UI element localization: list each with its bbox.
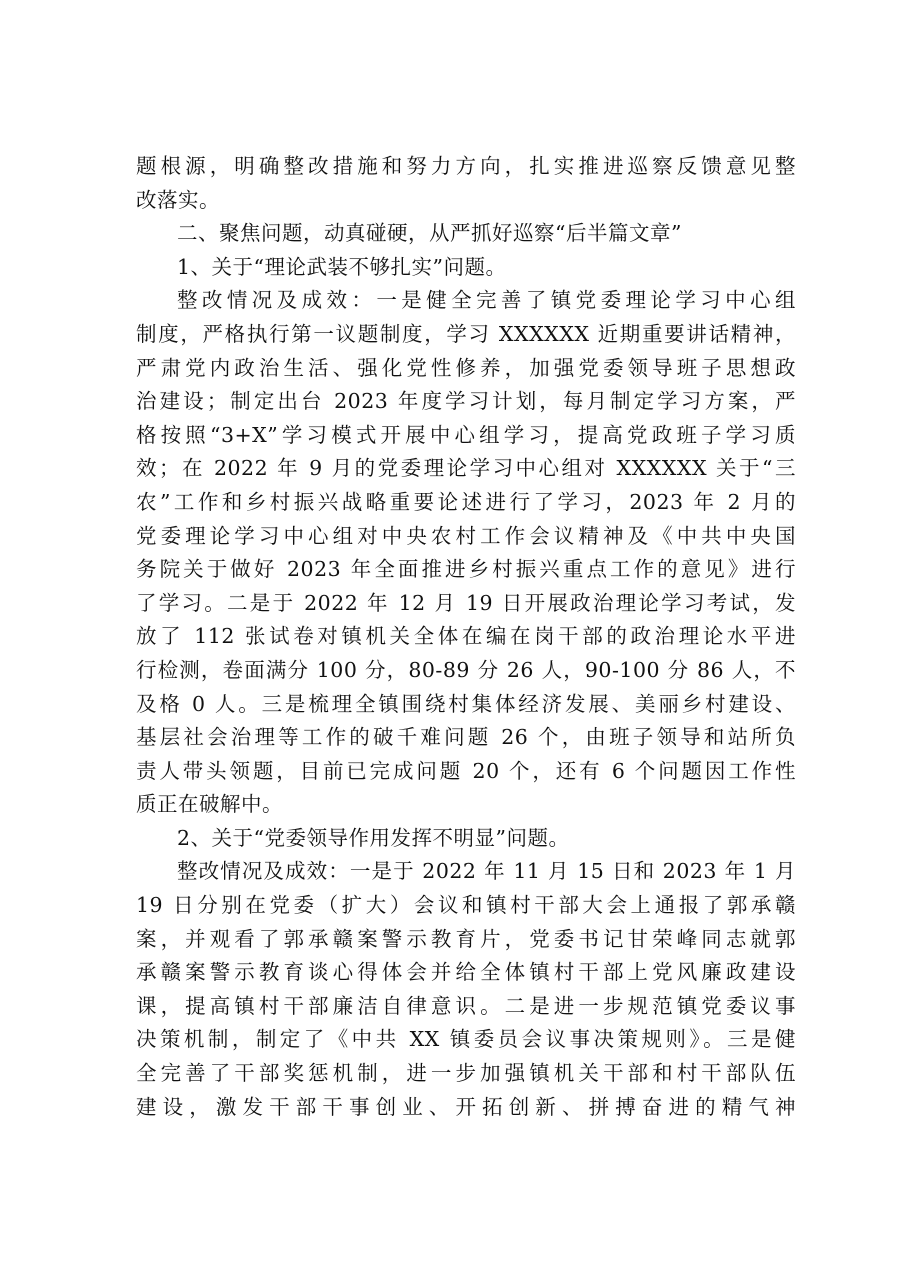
text-line: 农”工作和乡村振兴战略重要论述进行了学习，2023 年 2 月的 <box>136 489 796 514</box>
text-line: 改落实。 <box>136 187 220 212</box>
text-line: 全完善了干部奖惩机制，进一步加强镇机关干部和村干部队伍 <box>136 1061 796 1086</box>
text-line: 了学习。二是于 2022 年 12 月 19 日开展政治理论学习考试，发 <box>136 590 796 615</box>
text-line: 及格 0 人。三是梳理全镇围绕村集体经济发展、美丽乡村建设、 <box>136 691 796 716</box>
text-line: 基层社会治理等工作的破千难问题 26 个，由班子领导和站所负 <box>136 725 796 750</box>
text-line: 整改情况及成效：一是于 2022 年 11 月 15 日和 2023 年 1 月 <box>177 859 796 884</box>
text-line: 制度，严格执行第一议题制度，学习 XXXXXX 近期重要讲话精神， <box>136 321 796 346</box>
text-line: 责人带头领题，目前已完成问题 20 个，还有 6 个问题因工作性 <box>136 758 796 783</box>
text-line: 治建设；制定出台 2023 年度学习计划，每月制定学习方案，严 <box>136 389 796 414</box>
text-line: 题根源，明确整改措施和努力方向，扎实推进巡察反馈意见整 <box>136 154 796 178</box>
text-line: 19 日分别在党委（扩大）会议和镇村干部大会上通报了郭承赣 <box>136 893 796 918</box>
document-body <box>136 150 796 1124</box>
text-line: 党委理论学习中心组对中央农村工作会议精神及《中共中央国 <box>136 523 796 548</box>
text-line: 案，并观看了郭承赣案警示教育片，党委书记甘荣峰同志就郭 <box>136 926 796 951</box>
text-line: 1、关于“理论武装不够扎实”问题。 <box>177 254 507 279</box>
text-line: 整改情况及成效：一是健全完善了镇党委理论学习中心组 <box>177 288 796 313</box>
text-line: 严肃党内政治生活、强化党性修养，加强党委领导班子思想政 <box>136 355 796 380</box>
text-line: 行检测，卷面满分 100 分，80-89 分 26 人，90-100 分 86 人，不 <box>136 657 796 682</box>
text-line: 建设，激发干部干事创业、开拓创新、拼搏奋进的精气神 <box>136 1094 796 1119</box>
text-line: 务院关于做好 2023 年全面推进乡村振兴重点工作的意见》进行 <box>136 557 796 582</box>
text-line: 二、聚焦问题，动真碰硬，从严抓好巡察“后半篇文章” <box>177 221 682 246</box>
text-line: 放了 112 张试卷对镇机关全体在编在岗干部的政治理论水平进 <box>136 624 796 649</box>
text-line: 承赣案警示教育谈心得体会并给全体镇村干部上党风廉政建设 <box>136 960 796 985</box>
text-line: 效；在 2022 年 9 月的党委理论学习中心组对 XXXXXX 关于“三 <box>136 456 796 481</box>
text-line: 格按照“3+X”学习模式开展中心组学习，提高党政班子学习质 <box>136 422 796 447</box>
text-line: 质正在破解中。 <box>136 792 283 817</box>
text-line: 课，提高镇村干部廉洁自律意识。二是进一步规范镇党委议事 <box>136 993 796 1018</box>
text-line: 决策机制，制定了《中共 XX 镇委员会议事决策规则》。三是健 <box>136 1027 796 1052</box>
text-line: 2、关于“党委领导作用发挥不明显”问题。 <box>177 825 570 850</box>
